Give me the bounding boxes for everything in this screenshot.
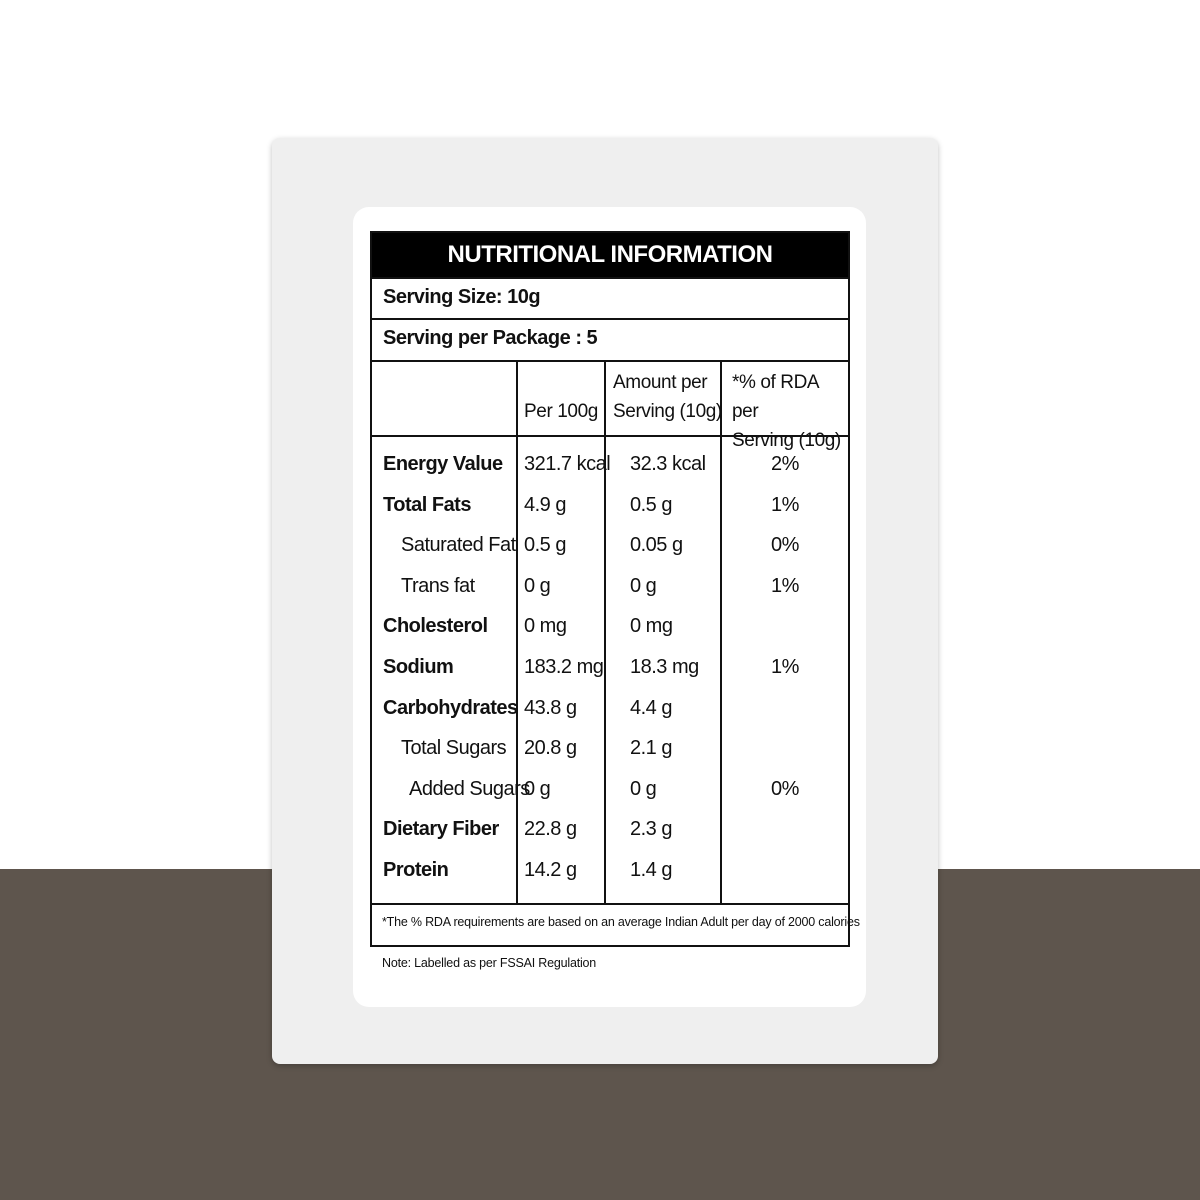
value-per-serving: 0 g (630, 575, 657, 597)
value-per-serving: 4.4 g (630, 697, 672, 719)
header-line: Amount per (613, 372, 708, 393)
nutrient-name: Saturated Fat (401, 534, 516, 556)
value-per-100g: 43.8 g (524, 697, 577, 719)
column-header-rda (732, 368, 848, 455)
header-line: *% of RDA per (732, 372, 819, 422)
value-per-serving: 0.5 g (630, 494, 672, 516)
value-rda: 1% (771, 656, 799, 678)
value-per-serving: 1.4 g (630, 859, 672, 881)
regulation-note: Note: Labelled as per FSSAI Regulation (382, 956, 597, 970)
value-rda: 0% (771, 534, 799, 556)
nutrient-name: Dietary Fiber (383, 818, 499, 840)
value-per-serving: 32.3 kcal (630, 453, 706, 475)
column-divider (604, 362, 606, 904)
value-per-100g: 183.2 mg (524, 656, 604, 678)
nutrient-name: Protein (383, 859, 449, 881)
nutrient-name: Trans fat (401, 575, 475, 597)
value-per-serving: 0 g (630, 778, 657, 800)
value-per-100g: 0 g (524, 575, 551, 597)
value-per-100g: 4.9 g (524, 494, 566, 516)
nutrient-name: Energy Value (383, 453, 503, 475)
nutrient-name: Added Sugars (409, 778, 530, 800)
column-header-serving (613, 368, 722, 426)
nutrient-name: Total Sugars (401, 737, 507, 759)
value-per-serving: 0.05 g (630, 534, 683, 556)
divider-line (372, 318, 848, 320)
value-per-serving: 0 mg (630, 615, 673, 637)
divider-line (372, 360, 848, 362)
value-rda: 0% (771, 778, 799, 800)
value-per-100g: 0 mg (524, 615, 567, 637)
value-per-100g: 321.7 kcal (524, 453, 611, 475)
value-per-100g: 14.2 g (524, 859, 577, 881)
value-rda: 2% (771, 453, 799, 475)
nutrient-name: Carbohydrates (383, 697, 518, 719)
value-per-100g: 20.8 g (524, 737, 577, 759)
nutrition-table (370, 231, 860, 947)
header-line: Serving (10g) (613, 401, 722, 422)
value-per-100g: 22.8 g (524, 818, 577, 840)
value-per-100g: 0.5 g (524, 534, 566, 556)
servings-per-package: Serving per Package : 5 (383, 327, 598, 349)
header-line: Serving (10g) (732, 430, 841, 451)
nutrient-name: Cholesterol (383, 615, 488, 637)
column-divider (720, 362, 722, 904)
divider-line (372, 903, 848, 905)
nutrient-name: Total Fats (383, 494, 471, 516)
table-title: NUTRITIONAL INFORMATION (372, 233, 848, 277)
value-per-serving: 2.3 g (630, 818, 672, 840)
serving-size: Serving Size: 10g (383, 286, 541, 308)
column-header-per100: Per 100g (524, 401, 598, 422)
value-per-serving: 2.1 g (630, 737, 672, 759)
divider-line (372, 435, 848, 437)
rda-footnote: *The % RDA requirements are based on an average Indian Adult per day of 2000 calories (382, 915, 860, 929)
nutrient-name: Sodium (383, 656, 454, 678)
value-per-serving: 18.3 mg (630, 656, 699, 678)
column-divider (516, 362, 518, 904)
value-per-100g: 0 g (524, 778, 551, 800)
value-rda: 1% (771, 575, 799, 597)
value-rda: 1% (771, 494, 799, 516)
divider-line (372, 277, 848, 279)
